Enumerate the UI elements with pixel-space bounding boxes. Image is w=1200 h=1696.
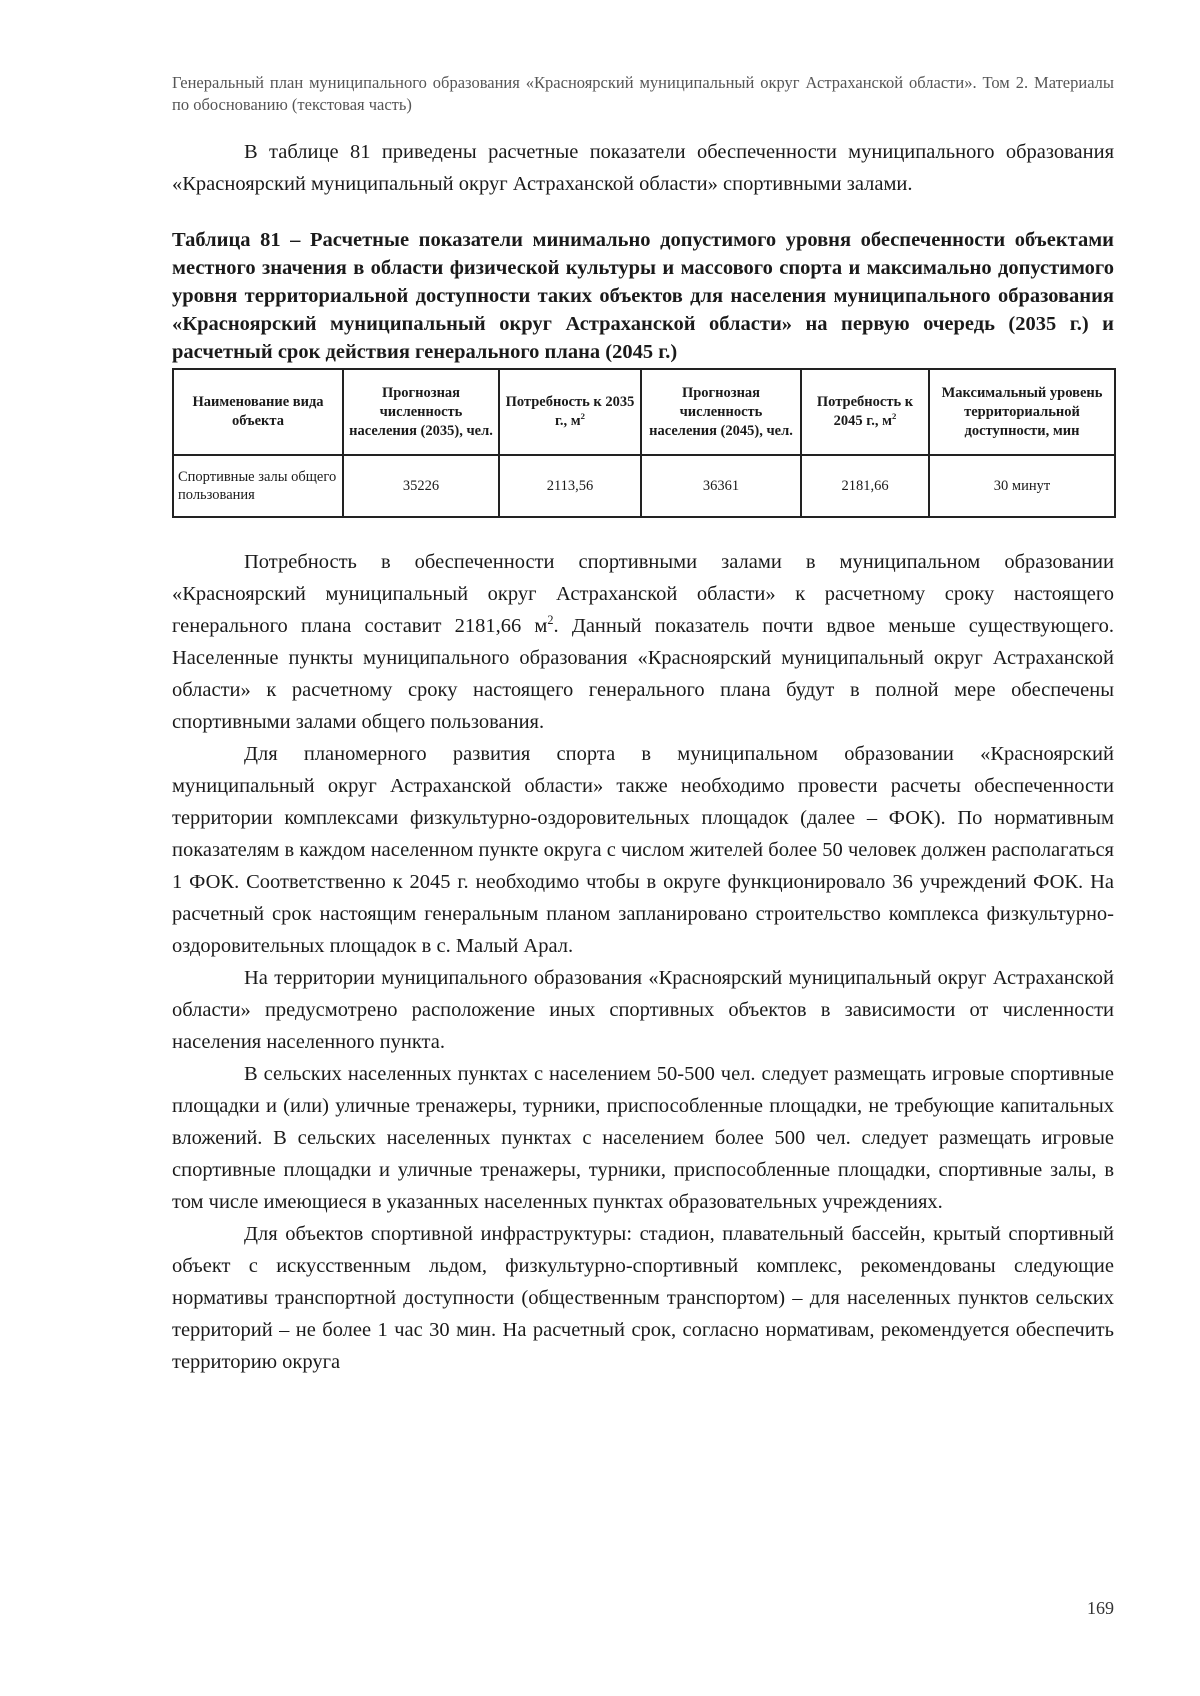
header-need-2045-text: Потребность к 2045 г., м xyxy=(816,394,914,429)
document-page xyxy=(172,72,1114,1378)
cell-max-accessibility: 30 минут xyxy=(929,455,1115,517)
paragraph-sports-halls-need xyxy=(172,546,1114,738)
cell-population-2035: 35226 xyxy=(343,455,499,517)
paragraph-fok: Для планомерного развития спорта в муниципальном образовании «Красноярский муниципальный округ Астраханской области» также необходимо провести расчеты обеспеченности территории комплексами физкультурно-оздоровительных площадок (далее – ФОК). По нормативным показателям в каждом населенном пункте округа с числом жителей более 50 человек должен располагаться 1 ФОК. Соответственно к 2045 г. необходимо чтобы в округе функционировало 36 учреждений ФОК. На расчетный срок настоящим генеральным планом запланировано строительство комплекса физкультурно-оздоровительных площадок в с. Малый Арал. xyxy=(172,743,1114,957)
paragraph-transport-access: Для объектов спортивной инфраструктуры: стадион, плавательный бассейн, крытый спортивный объект с искусственным льдом, физкультурно-спортивный комплекс, рекомендованы следующие нормативы транспортной доступности (общественным транспортом) – для населенных пунктов сельских территорий – не более 1 час 30 мин. На расчетный срок, согласно нормативам, рекомендуется обеспечить территорию округа xyxy=(172,1223,1114,1373)
header-max-accessibility: Максимальный уровень территориальной доступности, мин xyxy=(929,369,1115,455)
data-table xyxy=(172,368,1116,518)
header-population-2045: Прогнозная численность населения (2045), чел. xyxy=(641,369,801,455)
table-row xyxy=(173,455,1115,517)
paragraph-other-objects: На территории муниципального образования «Красноярский муниципальный округ Астраханской области» предусмотрено расположение иных спортивных объектов в зависимости от численности населения населенного пункта. xyxy=(172,967,1114,1053)
header-need-2035-text: Потребность к 2035 г., м xyxy=(505,394,635,429)
cell-object-type: Спортивные залы общего пользования xyxy=(173,455,343,517)
paragraph-1-text: Потребность в обеспеченности спортивными залами в муниципальном образовании «Красноярский муниципальный округ Астраханской области» к расчетному сроку настоящего генерального плана составит 2181,66 м xyxy=(172,551,1114,637)
header-need-2045-sup: 2 xyxy=(891,411,897,422)
header-need-2035 xyxy=(499,369,641,455)
paragraph-1-sup: 2 xyxy=(547,613,554,628)
page-number: 169 xyxy=(1087,1598,1114,1618)
header-object-type: Наименование вида объекта xyxy=(173,369,343,455)
header-need-2035-sup: 2 xyxy=(580,411,586,422)
header-population-2035: Прогнозная численность населения (2035), чел. xyxy=(343,369,499,455)
header-need-2045 xyxy=(801,369,929,455)
cell-need-2035: 2113,56 xyxy=(499,455,641,517)
table-caption: Таблица 81 – Расчетные показатели минимально допустимого уровня обеспеченности объектами местного значения в области физической культуры и массового спорта и максимально допустимого уровня территориальной доступности таких объектов для населения муниципального образования «Красноярский муниципальный округ Астраханской области» на первую очередь (2035 г.) и расчетный срок действия генерального плана (2045 г.) xyxy=(172,229,1114,363)
paragraph-1-tail: . Данный показатель почти вдвое меньше существующего. Населенные пункты муниципального образования «Красноярский муниципальный округ Астраханской области» к расчетному сроку настоящего генерального плана будут в полной мере обеспечены спортивными залами общего пользования. xyxy=(172,615,1114,733)
body-paragraphs xyxy=(172,546,1114,1378)
cell-need-2045: 2181,66 xyxy=(801,455,929,517)
table-header-row xyxy=(173,369,1115,455)
cell-population-2045: 36361 xyxy=(641,455,801,517)
running-header: Генеральный план муниципального образования «Красноярский муниципальный округ Астраханской области». Том 2. Материалы по обоснованию (текстовая часть) xyxy=(172,73,1114,114)
paragraph-rural-settlements: В сельских населенных пунктах с населением 50-500 чел. следует размещать игровые спортивные площадки и (или) уличные тренажеры, турники, приспособленные площадки, не требующие капитальных вложений. В сельских населенных пунктах с населением более 500 чел. следует размещать игровые спортивные площадки и уличные тренажеры, турники, приспособленные площадки, спортивные залы, в том числе имеющиеся в указанных населенных пунктах образовательных учреждениях. xyxy=(172,1063,1114,1213)
intro-paragraph: В таблице 81 приведены расчетные показатели обеспеченности муниципального образования «Красноярский муниципальный округ Астраханской области» спортивными залами. xyxy=(172,141,1114,195)
